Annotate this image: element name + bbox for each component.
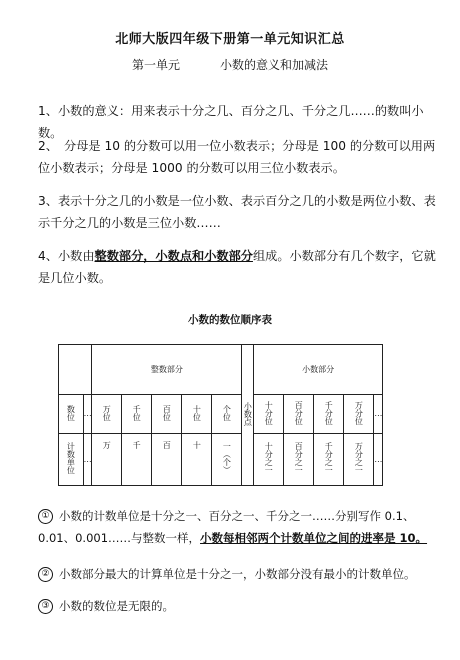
unit-cell: 一（个）: [212, 433, 242, 485]
note-1-emphasis: 小数每相邻两个计数单位之间的进率是 10。: [200, 531, 428, 545]
ellipsis-cell: …: [83, 395, 92, 433]
point-4-tail: 组成。小数部分有几个数字，它就是几位小数。: [38, 249, 436, 285]
unit-cell: 百: [152, 433, 182, 485]
place-cell: 百分位: [284, 395, 314, 433]
unit-cell: 万: [92, 433, 122, 485]
unit-cell: 万分之一: [344, 433, 374, 485]
row-label-place: 数位: [59, 395, 84, 433]
place-cell: 千分位: [314, 395, 344, 433]
place-value-table: [58, 344, 383, 486]
table-row: [59, 395, 383, 433]
note-2-marker: ②: [38, 567, 53, 582]
table-caption: 小数的数位顺序表: [188, 314, 272, 326]
point-3: 3、表示十分之几的小数是一位小数、表示百分之几的小数是两位小数、表示千分之几的小数是三位小数……: [38, 194, 436, 230]
note-2-text: 小数部分最大的计算单位是十分之一，小数部分没有最小的计数单位。: [59, 567, 416, 581]
ellipsis-cell: …: [83, 433, 92, 485]
point-4: [38, 245, 438, 289]
unit-cell: 千分之一: [314, 433, 344, 485]
note-2: [38, 563, 443, 585]
unit-label: 第一单元: [131, 58, 180, 72]
decimal-point-label: 小数点: [243, 402, 253, 426]
unit-cell: 十分之一: [254, 433, 284, 485]
place-cell: 万分位: [344, 395, 374, 433]
point-2: 2、 分母是 10 的分数可以用一位小数表示；分母是 100 的分数可以用两位小数表示；分母是 1000 的分数可以用三位小数表示。: [38, 139, 436, 175]
note-1-text: 小数的计数单位是十分之一、百分之一、千分之一……分别写作 0.1、0.01、0.001……与整数一样，: [38, 509, 415, 545]
page-title: 北师大版四年级下册第一单元知识汇总: [115, 32, 345, 47]
ellipsis-cell: …: [374, 433, 383, 485]
point-4-emphasis: 整数部分，小数点和小数部分: [94, 249, 253, 263]
decimal-point-column: [242, 345, 254, 486]
place-cell: 万位: [92, 395, 122, 433]
table-header-row: [59, 345, 383, 395]
point-1: 1、小数的意义：用来表示十分之几、百分之几、千分之几……的数叫小数。: [38, 104, 424, 140]
point-4-lead: 4、小数由: [38, 249, 95, 263]
ellipsis-cell: …: [374, 395, 383, 433]
note-3-text: 小数的数位是无限的。: [59, 599, 174, 613]
unit-cell: 百分之一: [284, 433, 314, 485]
row-label-unit: 计数单位: [59, 433, 84, 485]
place-cell: 个位: [212, 395, 242, 433]
unit-topic: 小数的意义和加减法: [220, 58, 329, 72]
place-cell: 千位: [122, 395, 152, 433]
decimal-part-header: 小数部分: [254, 345, 383, 395]
unit-cell: 十: [182, 433, 212, 485]
note-3: [38, 595, 443, 617]
note-1-marker: ①: [38, 509, 53, 524]
unit-cell: 千: [122, 433, 152, 485]
corner-cell: [59, 345, 92, 395]
place-cell: 百位: [152, 395, 182, 433]
table-row: [59, 433, 383, 485]
integer-part-header: 整数部分: [92, 345, 242, 395]
note-3-marker: ③: [38, 599, 53, 614]
place-cell: 十位: [182, 395, 212, 433]
place-cell: 十分位: [254, 395, 284, 433]
unit-subtitle: [0, 56, 460, 73]
note-1: [38, 505, 443, 549]
